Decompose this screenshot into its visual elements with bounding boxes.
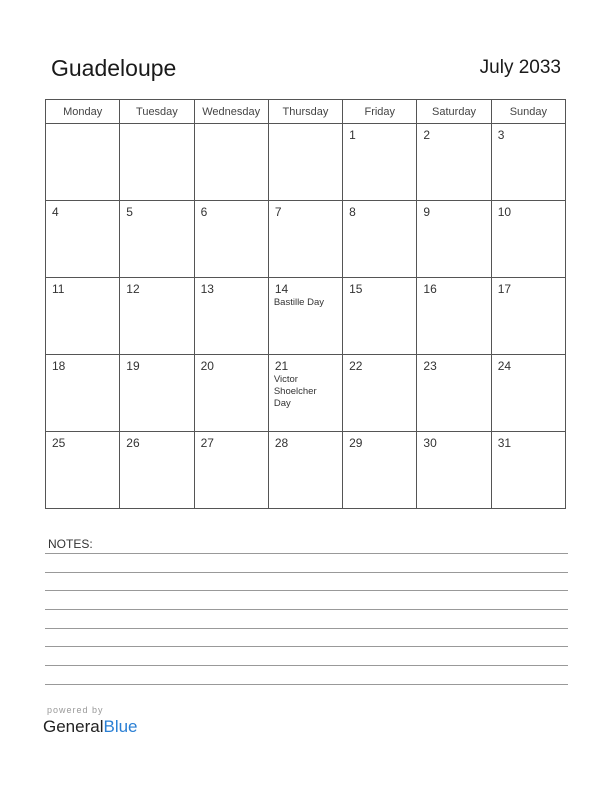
day-number: 17 — [497, 282, 512, 296]
weekday-header: Thursday — [268, 100, 342, 124]
logo-blue-text: Blue — [103, 717, 138, 736]
day-number: 31 — [497, 436, 512, 450]
weekday-header: Friday — [343, 100, 417, 124]
day-cell — [194, 124, 268, 201]
note-line — [45, 609, 568, 610]
note-line — [45, 553, 568, 554]
week-row — [46, 432, 566, 509]
day-cell — [268, 124, 342, 201]
day-number: 23 — [423, 359, 437, 373]
day-number: 15 — [349, 282, 363, 296]
day-cell — [491, 278, 565, 355]
day-cell — [120, 278, 194, 355]
day-number: 25 — [52, 436, 66, 450]
note-line — [45, 572, 568, 573]
week-row — [46, 124, 566, 201]
calendar-month-year: July 2033 — [479, 57, 561, 78]
day-cell — [417, 432, 491, 509]
day-cell — [46, 201, 120, 278]
day-number: 3 — [497, 128, 505, 142]
logo-general-text: General — [43, 717, 104, 736]
day-cell — [46, 432, 120, 509]
note-line — [45, 646, 568, 647]
day-cell — [417, 355, 491, 432]
day-cell — [491, 355, 565, 432]
weekday-header: Sunday — [491, 100, 565, 124]
day-cell — [491, 124, 565, 201]
note-line — [45, 590, 568, 591]
calendar-region-title: Guadeloupe — [51, 55, 177, 81]
generalblue-logo — [43, 717, 138, 737]
note-line — [45, 628, 568, 629]
day-number: 26 — [126, 436, 140, 450]
weekday-header: Saturday — [417, 100, 491, 124]
day-number: 22 — [349, 359, 363, 373]
weekday-header: Tuesday — [120, 100, 194, 124]
day-cell — [268, 432, 342, 509]
week-row — [46, 278, 566, 355]
powered-by-text: powered by — [47, 705, 104, 715]
week-row — [46, 201, 566, 278]
day-cell — [343, 278, 417, 355]
day-cell — [343, 355, 417, 432]
day-number: 5 — [126, 205, 133, 219]
day-cell — [491, 432, 565, 509]
day-number: 4 — [52, 205, 59, 219]
day-number: 14 — [274, 282, 289, 296]
day-number: 20 — [200, 359, 214, 373]
day-number: 16 — [423, 282, 437, 296]
day-number: 8 — [349, 205, 356, 219]
day-cell — [120, 201, 194, 278]
day-number: 13 — [200, 282, 214, 296]
day-number: 29 — [349, 436, 363, 450]
day-cell — [491, 201, 565, 278]
day-cell — [268, 201, 342, 278]
day-cell — [194, 432, 268, 509]
day-cell — [120, 355, 194, 432]
week-row — [46, 355, 566, 432]
month-calendar-grid — [45, 99, 566, 509]
weekday-header: Monday — [46, 100, 120, 124]
weekday-header-row — [46, 100, 566, 124]
weekday-header: Wednesday — [194, 100, 268, 124]
day-number: 21 — [274, 359, 289, 373]
holiday-label: Victor Shoelcher Day — [273, 374, 317, 409]
day-number: 19 — [126, 359, 140, 373]
day-cell — [46, 355, 120, 432]
day-cell — [417, 278, 491, 355]
notes-label: NOTES: — [48, 537, 93, 551]
holiday-label: Bastille Day — [273, 297, 325, 308]
day-number: 6 — [200, 205, 208, 219]
day-cell — [343, 124, 417, 201]
day-cell — [120, 124, 194, 201]
day-cell — [343, 432, 417, 509]
day-number: 27 — [200, 436, 214, 450]
day-cell — [120, 432, 194, 509]
day-cell — [268, 355, 342, 432]
day-cell — [46, 278, 120, 355]
note-line — [45, 684, 568, 685]
day-number: 2 — [423, 128, 431, 142]
day-cell — [417, 124, 491, 201]
day-number: 11 — [52, 282, 65, 296]
day-cell — [343, 201, 417, 278]
day-number: 30 — [423, 436, 437, 450]
day-cell — [417, 201, 491, 278]
day-cell — [194, 278, 268, 355]
day-cell — [268, 278, 342, 355]
day-number: 1 — [349, 128, 356, 142]
day-number: 18 — [52, 359, 66, 373]
note-line — [45, 665, 568, 666]
day-cell — [194, 201, 268, 278]
day-cell — [194, 355, 268, 432]
day-number: 12 — [126, 282, 140, 296]
day-number: 24 — [497, 359, 512, 373]
day-number: 9 — [423, 205, 431, 219]
day-cell — [46, 124, 120, 201]
day-number: 10 — [497, 205, 512, 219]
day-number: 7 — [274, 205, 282, 219]
day-number: 28 — [274, 436, 289, 450]
